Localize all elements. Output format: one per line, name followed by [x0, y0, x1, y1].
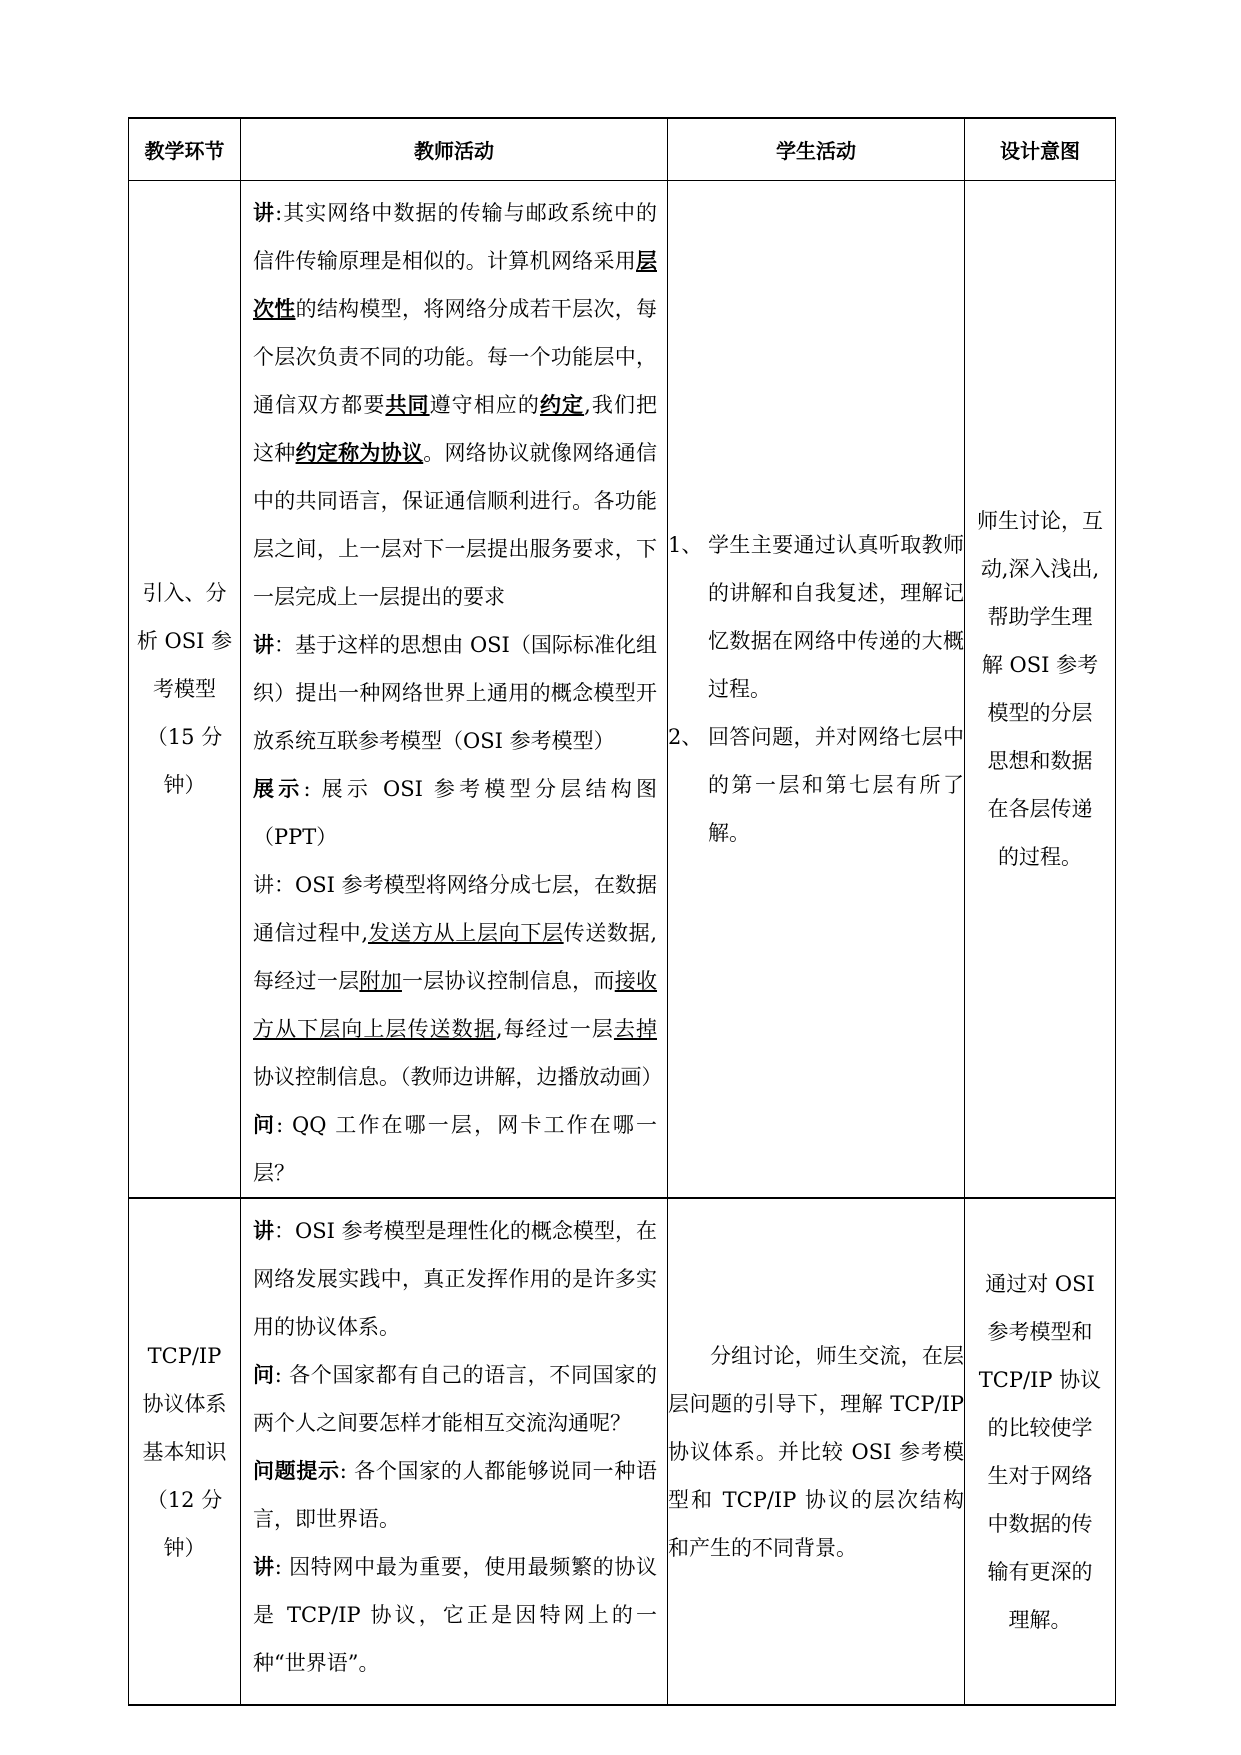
teacher-paragraph: 问: QQ 工作在哪一层，网卡工作在哪一层？ [253, 1112, 658, 1185]
student-steps-list [668, 521, 964, 857]
teacher-activity-cell [241, 181, 668, 1199]
teacher-paragraph: 讲: 因特网中最为重要，使用最频繁的协议是 TCP/IP 协议，它正是因特网上的一种“世界语”。 [253, 1554, 658, 1675]
student-activity-cell: 分组讨论，师生交流，在层层问题的引导下，理解 TCP/IP 协议体系。并比较 OSI 参考模型和 TCP/IP 协议的层次结构和产生的不同背景。 [668, 1198, 965, 1705]
stage-cell: 引入、分 析 OSI 参 考模型 （15 分 钟） [129, 181, 241, 1199]
table-row [129, 1198, 1116, 1705]
teacher-paragraph: 讲：OSI 参考模型是理性化的概念模型，在网络发展实践中，真正发挥作用的是许多实用的协议体系。 [253, 1218, 658, 1339]
list-item: 2、 回答问题，并对网络七层中的第一层和第七层有所了解。 [668, 725, 964, 845]
header-teacher-activity: 教师活动 [241, 118, 668, 181]
design-intent-cell: 师生讨论，互 动,深入浅出, 帮助学生理 解 OSI 参考 模型的分层 思想和数据 在各层传递 的过程。 [965, 181, 1116, 1199]
teacher-paragraph: 讲：基于这样的思想由 OSI（国际标准化组织）提出一种网络世界上通用的概念模型开放系统互联参考模型（OSI 参考模型） [253, 632, 658, 753]
lesson-plan-table [128, 117, 1116, 1706]
header-student-activity: 学生活动 [668, 118, 965, 181]
teacher-paragraph: 问: 各个国家都有自己的语言，不同国家的两个人之间要怎样才能相互交流沟通呢？ [253, 1362, 658, 1435]
stage-cell: TCP/IP 协议体系 基本知识 （12 分 钟） [129, 1198, 241, 1705]
table-row [129, 181, 1116, 1199]
teacher-activity-cell [241, 1198, 668, 1705]
student-activity-cell [668, 181, 965, 1199]
header-design-intent: 设计意图 [965, 118, 1116, 181]
table-header-row [129, 118, 1116, 181]
teacher-paragraph: 展示: 展示 OSI 参考模型分层结构图（PPT） [253, 776, 658, 849]
teacher-paragraph: 讲：OSI 参考模型将网络分成七层，在数据通信过程中,发送方从上层向下层传送数据,每经过一层附加一层协议控制信息，而接收方从下层向上层传送数据,每经过一层去掉协议控制信息。（教师边讲解，边播放动画） [253, 873, 663, 1089]
teacher-paragraph: 问题提示: 各个国家的人都能够说同一种语言，即世界语。 [253, 1458, 658, 1531]
teacher-paragraph: 讲:其实网络中数据的传输与邮政系统中的信件传输原理是相似的。计算机网络采用层次性的结构模型，将网络分成若干层次，每个层次负责不同的功能。每一个功能层中，通信双方都要共同遵守相应的约定,我们把这种约定称为协议。网络协议就像网络通信中的共同语言，保证通信顺利进行。各功能层之间，上一层对下一层提出服务要求，下一层完成上一层提出的要求 [253, 200, 658, 609]
design-intent-cell: 通过对 OSI 参考模型和 TCP/IP 协议 的比较使学 生对于网络 中数据的传 输有更深的 理解。 [965, 1198, 1116, 1705]
header-stage: 教学环节 [129, 118, 241, 181]
list-item: 1、 学生主要通过认真听取教师的讲解和自我复述，理解记忆数据在网络中传递的大概过程。 [668, 533, 964, 701]
